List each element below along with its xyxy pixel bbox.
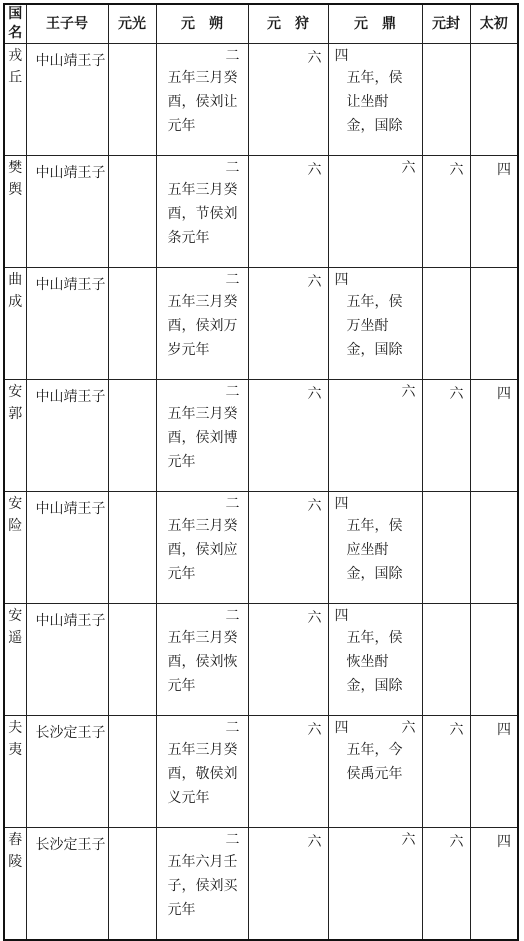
yuanshuo-text: 五年三月癸酉，侯刘应元年 (167, 518, 238, 582)
state-name-char: 舂 (8, 832, 23, 848)
yuanding-count-right: 六 (401, 160, 416, 176)
yuanshuo-count: 二 (225, 384, 240, 400)
state-name-cell (4, 44, 26, 156)
state-name-cell (4, 604, 26, 716)
yuanding-cell (328, 156, 422, 268)
state-name-char: 成 (8, 294, 23, 310)
yuanshuo-count: 二 (225, 720, 240, 736)
yuanding-cell (328, 604, 422, 716)
yuanshuo-cell (156, 44, 248, 156)
yuanshuo-count: 二 (225, 272, 240, 288)
yuanding-text: 五年，侯让坐酎金，国除 (346, 70, 403, 134)
state-name-char: 陵 (8, 854, 23, 870)
header-guoming: 国名 (4, 4, 26, 44)
wangzihao-cell: 中山靖王子 (26, 604, 108, 716)
yuanshuo-cell (156, 492, 248, 604)
state-name-char: 舆 (8, 182, 23, 198)
yuanshuo-count: 二 (225, 160, 240, 176)
taichu-cell (470, 492, 518, 604)
yuanshuo-text: 五年六月壬子，侯刘买元年 (167, 854, 238, 918)
yuanding-cell (328, 44, 422, 156)
yuanshuo-cell (156, 156, 248, 268)
yuanshou-cell: 六 (248, 604, 328, 716)
wangzihao-cell: 中山靖王子 (26, 492, 108, 604)
state-name-cell (4, 268, 26, 380)
yuanding-text: 五年，侯万坐酎金，国除 (346, 294, 403, 358)
taichu-cell: 四 (470, 716, 518, 828)
state-name-char: 险 (8, 518, 23, 534)
marquis-chronology-table (3, 3, 519, 941)
yuanshuo-text: 五年三月癸酉，敬侯刘义元年 (167, 742, 238, 806)
wangzihao-cell: 中山靖王子 (26, 44, 108, 156)
yuanfeng-cell: 六 (422, 156, 470, 268)
yuanshuo-text: 五年三月癸酉，侯刘万岁元年 (167, 294, 238, 358)
yuanguang-cell (108, 828, 156, 941)
state-name-char: 夫 (8, 720, 23, 736)
yuanshou-cell: 六 (248, 44, 328, 156)
taichu-cell: 四 (470, 380, 518, 492)
header-wangzihao: 王子号 (26, 4, 108, 44)
yuanguang-cell (108, 156, 156, 268)
yuanding-cell (328, 492, 422, 604)
yuanfeng-cell: 六 (422, 380, 470, 492)
yuanshuo-count: 二 (225, 608, 240, 624)
wangzihao-cell: 长沙定王子 (26, 716, 108, 828)
state-name-char: 夷 (8, 742, 23, 758)
yuanshou-cell: 六 (248, 156, 328, 268)
yuanshuo-cell (156, 828, 248, 941)
yuanding-count-right: 六 (401, 384, 416, 400)
table-row (4, 604, 518, 716)
yuanshuo-text: 五年三月癸酉，侯刘让元年 (167, 70, 238, 134)
state-name-char: 安 (8, 496, 23, 512)
yuanding-count-left: 四 (334, 48, 349, 64)
state-name-cell (4, 380, 26, 492)
yuanshou-cell: 六 (248, 268, 328, 380)
taichu-cell (470, 268, 518, 380)
header-yuanshuo: 元 朔 (156, 4, 248, 44)
state-name-cell (4, 828, 26, 941)
yuanshou-cell: 六 (248, 492, 328, 604)
yuanguang-cell (108, 492, 156, 604)
yuanshou-cell: 六 (248, 716, 328, 828)
yuanguang-cell (108, 380, 156, 492)
yuanfeng-cell (422, 44, 470, 156)
table-row (4, 156, 518, 268)
yuanshuo-count: 二 (225, 496, 240, 512)
yuanshuo-text: 五年三月癸酉，节侯刘条元年 (167, 182, 238, 246)
state-name-char: 安 (8, 608, 23, 624)
yuanshuo-cell (156, 604, 248, 716)
taichu-cell (470, 604, 518, 716)
yuanding-count-left: 四 (334, 608, 349, 624)
state-name-char: 戎 (8, 48, 23, 64)
state-name-char: 安 (8, 384, 23, 400)
yuanding-count-right: 六 (401, 832, 416, 848)
header-row (4, 4, 518, 44)
state-name-char: 丘 (8, 70, 23, 86)
table-row (4, 828, 518, 941)
yuanshuo-cell (156, 716, 248, 828)
table-row (4, 268, 518, 380)
yuanfeng-cell: 六 (422, 716, 470, 828)
yuanding-count-left: 四 (334, 272, 349, 288)
yuanshuo-text: 五年三月癸酉，侯刘博元年 (167, 406, 238, 470)
yuanshuo-count: 二 (225, 48, 240, 64)
yuanshou-cell: 六 (248, 828, 328, 941)
taichu-cell: 四 (470, 156, 518, 268)
wangzihao-cell: 中山靖王子 (26, 380, 108, 492)
yuanguang-cell (108, 268, 156, 380)
yuanshuo-count: 二 (225, 832, 240, 848)
yuanding-cell (328, 268, 422, 380)
state-name-char: 樊 (8, 160, 23, 176)
header-yuanguang: 元光 (108, 4, 156, 44)
yuanding-text: 五年，侯恢坐酎金，国除 (346, 630, 403, 694)
header-yuanshou: 元 狩 (248, 4, 328, 44)
yuanfeng-cell (422, 268, 470, 380)
yuanguang-cell (108, 716, 156, 828)
yuanguang-cell (108, 44, 156, 156)
yuanding-count-right: 六 (401, 720, 416, 736)
yuanding-cell (328, 380, 422, 492)
wangzihao-cell: 中山靖王子 (26, 156, 108, 268)
wangzihao-cell: 中山靖王子 (26, 268, 108, 380)
table-row (4, 492, 518, 604)
yuanfeng-cell (422, 492, 470, 604)
state-name-char: 曲 (8, 272, 23, 288)
yuanding-cell (328, 716, 422, 828)
state-name-char: 郭 (8, 406, 23, 422)
yuanshou-cell: 六 (248, 380, 328, 492)
yuanfeng-cell: 六 (422, 828, 470, 941)
wangzihao-cell: 长沙定王子 (26, 828, 108, 941)
state-name-cell (4, 716, 26, 828)
header-yuanfeng: 元封 (422, 4, 470, 44)
table-row (4, 44, 518, 156)
taichu-cell (470, 44, 518, 156)
yuanding-count-left: 四 (334, 496, 349, 512)
yuanding-text: 五年，侯应坐酎金，国除 (346, 518, 403, 582)
yuanding-text: 五年，今侯禹元年 (346, 742, 403, 782)
yuanfeng-cell (422, 604, 470, 716)
header-yuanding: 元 鼎 (328, 4, 422, 44)
header-taichu: 太初 (470, 4, 518, 44)
yuanding-cell (328, 828, 422, 941)
yuanding-count-left: 四 (334, 720, 349, 736)
yuanshuo-text: 五年三月癸酉，侯刘恢元年 (167, 630, 238, 694)
taichu-cell: 四 (470, 828, 518, 941)
state-name-cell (4, 156, 26, 268)
table-row (4, 380, 518, 492)
yuanguang-cell (108, 604, 156, 716)
state-name-cell (4, 492, 26, 604)
yuanshuo-cell (156, 268, 248, 380)
state-name-char: 遥 (8, 630, 23, 646)
yuanshuo-cell (156, 380, 248, 492)
table-row (4, 716, 518, 828)
